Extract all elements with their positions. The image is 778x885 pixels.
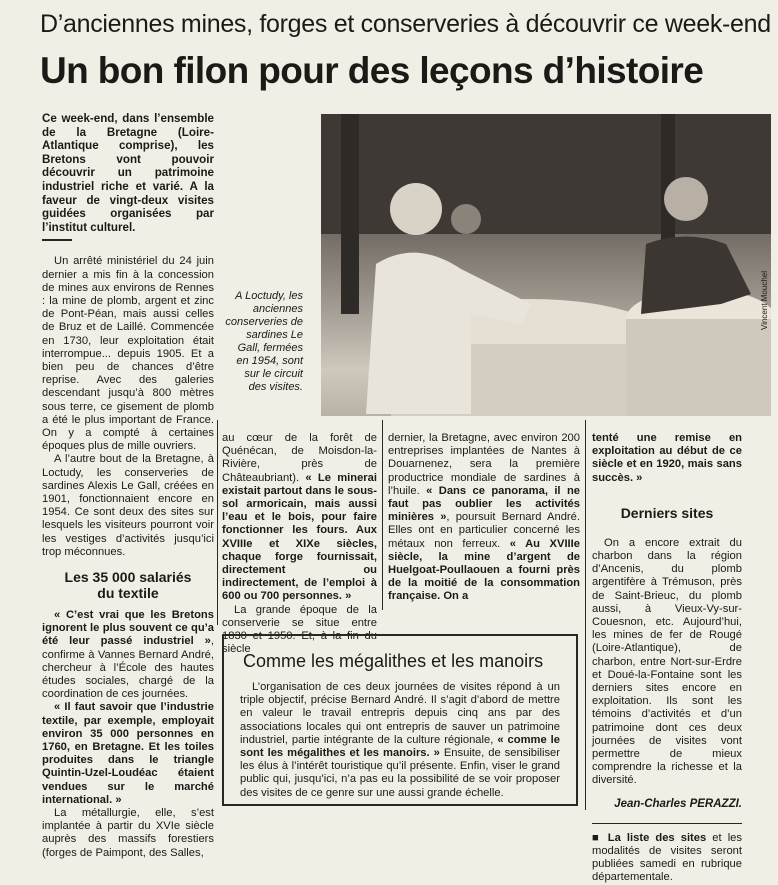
quote: « comme le sont les mégalithes et les manoirs. » — [240, 733, 561, 760]
signature: Jean-Charles PERAZZI. — [614, 797, 742, 810]
quote: tenté une remise en exploitation au début de ce siècle et en 1920, mais sans succès. » — [592, 432, 742, 484]
subhead-derniers-sites: Derniers sites — [620, 504, 714, 521]
quote: « Dans ce panorama, il ne faut pas oublier les activités minières » — [388, 484, 580, 524]
footer-note: ■ La liste des sites et les modalités de visites seront publiées samedi en rubrique départementale. — [592, 831, 743, 884]
quote: « Le minerai existait partout dans le sous-sol armoricain, mais aussi l’eau et le bois, pour faire fonctionner les fours. Aux XVIIIe et XIXe siècles, chaque forge fournissait, directement ou indirectement, de l’emploi à 600 ou 700 personnes. » — [222, 471, 377, 603]
paragraph: A l’autre bout de la Bretagne, à Loctudy, les conserveries de sardines Alexis Le Gall, créées en 1901, fonctionnaient encore en 1954. Ce sont deux des sites sur lesquels les visiteurs pourront voir les vestiges d’activités jusqu’ici trop méconnues. — [42, 453, 214, 558]
lede: Ce week-end, dans l’ensemble de la Bretagne (Loire-Atlantique comprise), les Bretons vont pouvoir découvrir un patrimoine industriel riche et varié. A la faveur de vingt-deux visites guidées organisées par l’institut culturel. — [42, 112, 214, 234]
photo-caption: A Loctudy, les anciennes conserveries de sardines Le Gall, fermées en 1954, sont sur le circuit des visites. — [225, 290, 303, 393]
subhead-textile: Les 35 000 salariés du textile — [64, 569, 192, 602]
footer-bold: La liste des sites — [607, 831, 707, 844]
paragraph — [240, 681, 560, 800]
paragraph: La métallurgie, elle, s’est implantée à partir du XVIe siècle auprès des massifs forestiers (forges de Paimpont, des Salles, — [42, 807, 214, 859]
column-rule — [382, 420, 383, 610]
column-3 — [388, 432, 580, 604]
paragraph-text: , poursuit Bernard André. Elles ont en particulier concerné les métaux non ferreux. — [388, 511, 580, 550]
paragraph: La grande époque de la conserverie se situe entre 1830 et 1950. Et, à la fin du siècle — [222, 603, 377, 656]
box-title: Comme les mégalithes et les manoirs — [243, 651, 544, 671]
column-rule — [585, 420, 586, 810]
footer-divider — [592, 823, 742, 824]
paragraph-text: , confirme à Vannes Bernard André, chercheur à l’École des hautes études sociales, chargé de la coordination de ces journées. — [42, 635, 214, 701]
column-1 — [42, 112, 214, 860]
paragraph — [592, 432, 742, 485]
paragraph — [388, 432, 580, 604]
paragraph — [42, 701, 214, 807]
kicker: D’anciennes mines, forges et conserveries à découvrir ce week-end — [40, 10, 771, 38]
column-4 — [592, 432, 742, 885]
quote: « Au XVIIIe siècle, la mine d’argent de Huelgoat-Poullaouen a fourni près de la moitié de la consommation française. On a — [388, 537, 580, 603]
paragraph — [42, 609, 214, 701]
column-rule — [217, 420, 218, 625]
footer-text: et les modalités de visites seront publiées samedi en rubrique départementale. — [592, 831, 743, 884]
paragraph-text: L’organisation de ces deux journées de visites répond à un triple objectif, précise Bernard André. Il s’agit d’abord de mettre en valeur le travail entrepris depuis cinq ans par des associations locales qui ont entrepris de sauver un patrimoine industriel, partie intégrante de la culture régionale, — [240, 681, 560, 746]
paragraph: Un arrêté ministériel du 24 juin dernier a mis fin à la concession de mines aux environs de Rennes : la mine de plomb, argent et zinc de Pont-Péan, mais aussi celles de Bruz et de Laillé. Commencée en 1730, leur exploitation était interrompue... depuis 1905. Et a bien peu de chances d’être reprise. Avec des galeries descendant jusqu’à 800 mètres sous terre, ce gisement de plomb a été le plus important de France. On y a compté à certaines époques plus de mille ouvriers. — [42, 255, 214, 453]
paragraph-text: au cœur de la forêt de Quénécan, de Moisdon-la-Rivière, près de Châteaubriant). — [222, 432, 377, 484]
headline: Un bon filon pour des leçons d’histoire — [40, 50, 704, 91]
box-text — [240, 681, 560, 800]
column-2 — [222, 432, 377, 656]
paragraph: On a encore extrait du charbon dans la région d’Ancenis, du plomb argentifère à Trémuson, près de Saint-Brieuc, du plomb aussi, à Vieux-Vy-sur-Couesnon, etc. Aujourd’hui, les mines de fer de Rougé (Loire-Atlantique), de charbon, entre Nort-sur-Erdre et Doué-la-Fontaine sont les derniers sites encore en exploitation. Ils sont les témoins d’activités et d’un patrimoine dont ces deux journées de visites vont permettre de mieux comprendre la richesse et la diversité. — [592, 536, 742, 787]
photo-credit: Vincent Mouchel — [760, 271, 769, 330]
paragraph-text: dernier, la Bretagne, avec environ 200 entreprises implantées de Nantes à Douarnenez, sera la première productrice mondiale de sardines à l’huile. — [388, 432, 580, 497]
photo-illustration — [321, 114, 771, 416]
paragraph-text: Ensuite, de sensibiliser les élus à l’intérêt touristique qu’il présente. Enfin, viser le grand public qui, jusqu’ici, n’a pas eu la possibilité de se voir proposer des visites de ce genre sur une aussi grande échelle. — [240, 747, 560, 799]
paragraph — [222, 432, 377, 604]
quote: « C’est vrai que les Bretons ignorent le plus souvent ce qu’a été leur passé industriel » — [42, 609, 214, 648]
photo-conserverie — [321, 114, 771, 416]
quote: « Il faut savoir que l’industrie textile, par exemple, employait environ 35 000 personnes en 1760, en Bretagne. Et les toiles produites dans le triangle Quintin-Uzel-Loudéac étaient vendues sur le marché international. » — [42, 701, 214, 806]
lede-divider — [42, 239, 72, 241]
